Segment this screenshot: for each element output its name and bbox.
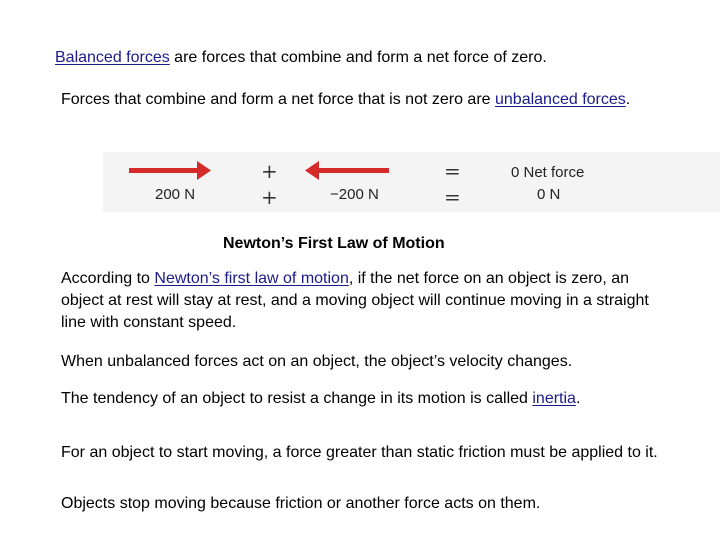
term-inertia: inertia <box>532 390 576 407</box>
term-unbalanced-forces: unbalanced forces <box>495 91 626 108</box>
plus-sign-top: + <box>261 159 278 183</box>
paragraph-text: The tendency of an object to resist a change in its motion is called <box>61 390 533 407</box>
right-force-label: −200 N <box>330 186 379 203</box>
left-arrow-head <box>305 161 319 180</box>
first-law-paragraph <box>61 268 661 334</box>
force-diagram <box>103 152 720 212</box>
left-force-label: 200 N <box>155 186 196 203</box>
inertia-paragraph <box>61 388 621 410</box>
paragraph-text: . <box>575 390 581 407</box>
net-force-value: 0 N <box>537 186 561 203</box>
definition-text: . <box>625 91 631 108</box>
stopping-paragraph: Objects stop moving because friction or another force acts on them. <box>61 495 541 512</box>
left-arrow <box>305 161 389 180</box>
paragraph-text: , if the net force on an object is zero, an object at rest will stay at rest, and a moving object will continue moving in a straight line with constant speed. <box>61 270 649 331</box>
term-balanced-forces: Balanced forces <box>55 49 170 66</box>
balanced-forces-definition <box>55 47 675 69</box>
right-arrow-head <box>197 161 211 180</box>
static-friction-paragraph: For an object to start moving, a force greater than static friction must be applied to it. <box>61 444 658 461</box>
equals-sign-top: = <box>444 159 461 183</box>
left-arrow-shaft <box>317 168 389 173</box>
right-arrow-shaft <box>129 168 199 173</box>
net-force-label: 0 Net force <box>511 164 585 181</box>
section-heading: Newton’s First Law of Motion <box>223 235 445 252</box>
definition-text: are forces that combine and form a net force of zero. <box>169 49 547 66</box>
plus-sign-bottom: + <box>261 185 278 209</box>
definition-text: Forces that combine and form a net force that is not zero are <box>61 91 495 108</box>
paragraph-text: According to <box>61 270 155 287</box>
equals-sign-bottom: = <box>444 185 461 209</box>
term-newtons-first-law: Newton’s first law of motion <box>154 270 349 287</box>
right-arrow <box>129 161 211 180</box>
unbalanced-velocity-paragraph: When unbalanced forces act on an object, the object’s velocity changes. <box>61 353 573 370</box>
unbalanced-forces-definition <box>61 89 661 111</box>
force-arrows <box>103 152 720 212</box>
